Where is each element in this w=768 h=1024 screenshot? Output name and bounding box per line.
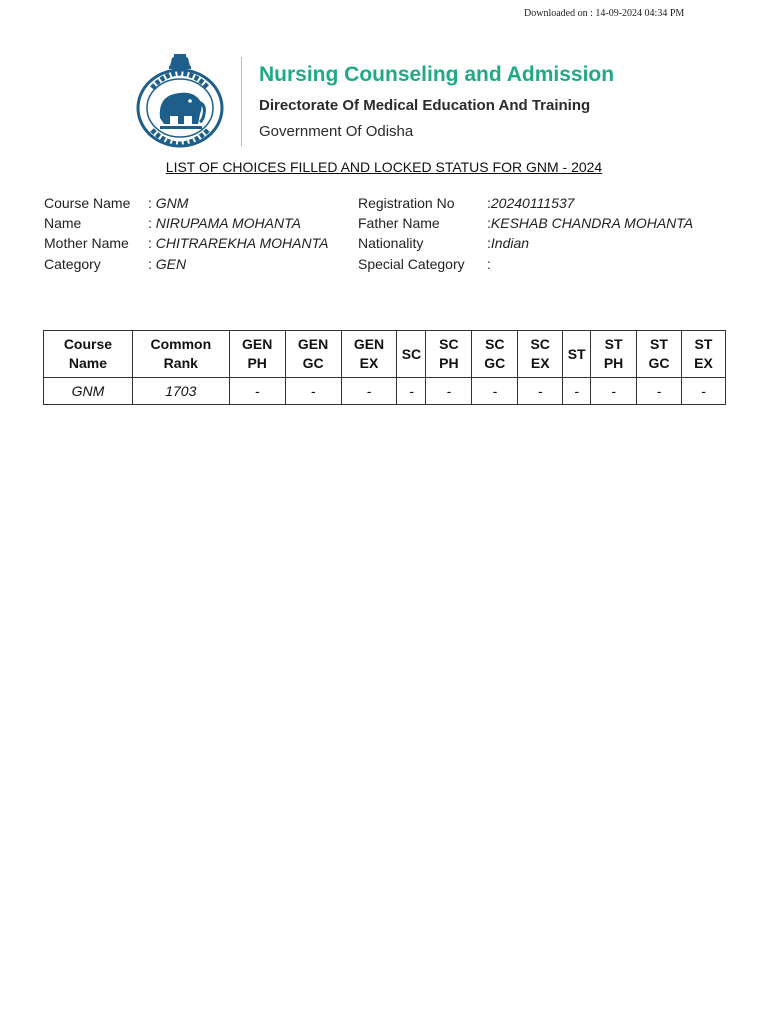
column-header: ST [563, 331, 591, 378]
cell-st-ex: - [681, 378, 725, 405]
directorate-title: Directorate Of Medical Education And Training [259, 97, 591, 114]
cell-sc-ex: - [518, 378, 563, 405]
info-value: GNM [155, 195, 189, 211]
info-label: Category [44, 256, 101, 272]
table-row [44, 378, 726, 405]
info-name [44, 213, 81, 233]
info-nationality-value: :Indian [487, 235, 530, 251]
column-header: ST GC [637, 331, 682, 378]
table-header-row [44, 331, 726, 378]
info-label: Nationality [358, 235, 424, 251]
info-mother-name [44, 233, 129, 253]
document-heading: LIST OF CHOICES FILLED AND LOCKED STATUS FOR GNM - 2024 [165, 159, 603, 175]
column-header: SC EX [518, 331, 563, 378]
info-category [44, 254, 101, 274]
info-value: NIRUPAMA MOHANTA [155, 215, 301, 231]
info-value: Indian [490, 235, 530, 251]
info-label: Registration No [358, 195, 455, 211]
cell-common-rank: 1703 [132, 378, 229, 405]
info-special-category-value: : [487, 256, 491, 272]
cell-gen-gc: - [285, 378, 341, 405]
column-header: SC PH [426, 331, 472, 378]
odisha-government-seal-icon [134, 52, 226, 150]
info-mother-name-value: : CHITRAREKHA MOHANTA [148, 235, 329, 251]
column-header: SC GC [472, 331, 518, 378]
info-registration-no-value: :20240111537 [487, 195, 575, 211]
column-header: SC [397, 331, 426, 378]
cell-gen-ex: - [341, 378, 397, 405]
government-title: Government Of Odisha [259, 123, 414, 140]
info-value: 20240111537 [490, 195, 575, 211]
header-divider [241, 57, 242, 146]
cell-st: - [563, 378, 591, 405]
column-header: ST PH [591, 331, 637, 378]
column-header: GEN PH [229, 331, 285, 378]
column-header: ST EX [681, 331, 725, 378]
info-value: GEN [155, 256, 187, 272]
column-header: GEN GC [285, 331, 341, 378]
choices-status-table [43, 330, 726, 405]
info-father-name [358, 213, 440, 233]
info-name-value: : NIRUPAMA MOHANTA [148, 215, 301, 231]
info-course-name [44, 193, 130, 213]
column-header: Common Rank [132, 331, 229, 378]
column-header: Course Name [44, 331, 133, 378]
cell-sc-gc: - [472, 378, 518, 405]
cell-st-ph: - [591, 378, 637, 405]
column-header: GEN EX [341, 331, 397, 378]
info-label: Course Name [44, 195, 131, 211]
info-label: Mother Name [44, 235, 129, 251]
info-category-value: : GEN [148, 256, 187, 272]
info-special-category [358, 254, 465, 274]
portal-title: Nursing Counseling and Admission [259, 63, 615, 86]
info-value: KESHAB CHANDRA MOHANTA [490, 215, 694, 231]
cell-course-name: GNM [44, 378, 133, 405]
info-nationality [358, 233, 423, 253]
cell-gen-ph: - [229, 378, 285, 405]
info-value: CHITRAREKHA MOHANTA [155, 235, 329, 251]
info-label: Father Name [358, 215, 440, 231]
info-label: Name [44, 215, 82, 231]
info-registration-no [358, 193, 455, 213]
info-course-name-value: : GNM [148, 195, 189, 211]
cell-sc-ph: - [426, 378, 472, 405]
downloaded-timestamp: Downloaded on : 14-09-2024 04:34 PM [524, 8, 685, 19]
info-father-name-value: :KESHAB CHANDRA MOHANTA [487, 215, 694, 231]
cell-st-gc: - [637, 378, 682, 405]
cell-sc: - [397, 378, 426, 405]
info-label: Special Category [358, 256, 465, 272]
